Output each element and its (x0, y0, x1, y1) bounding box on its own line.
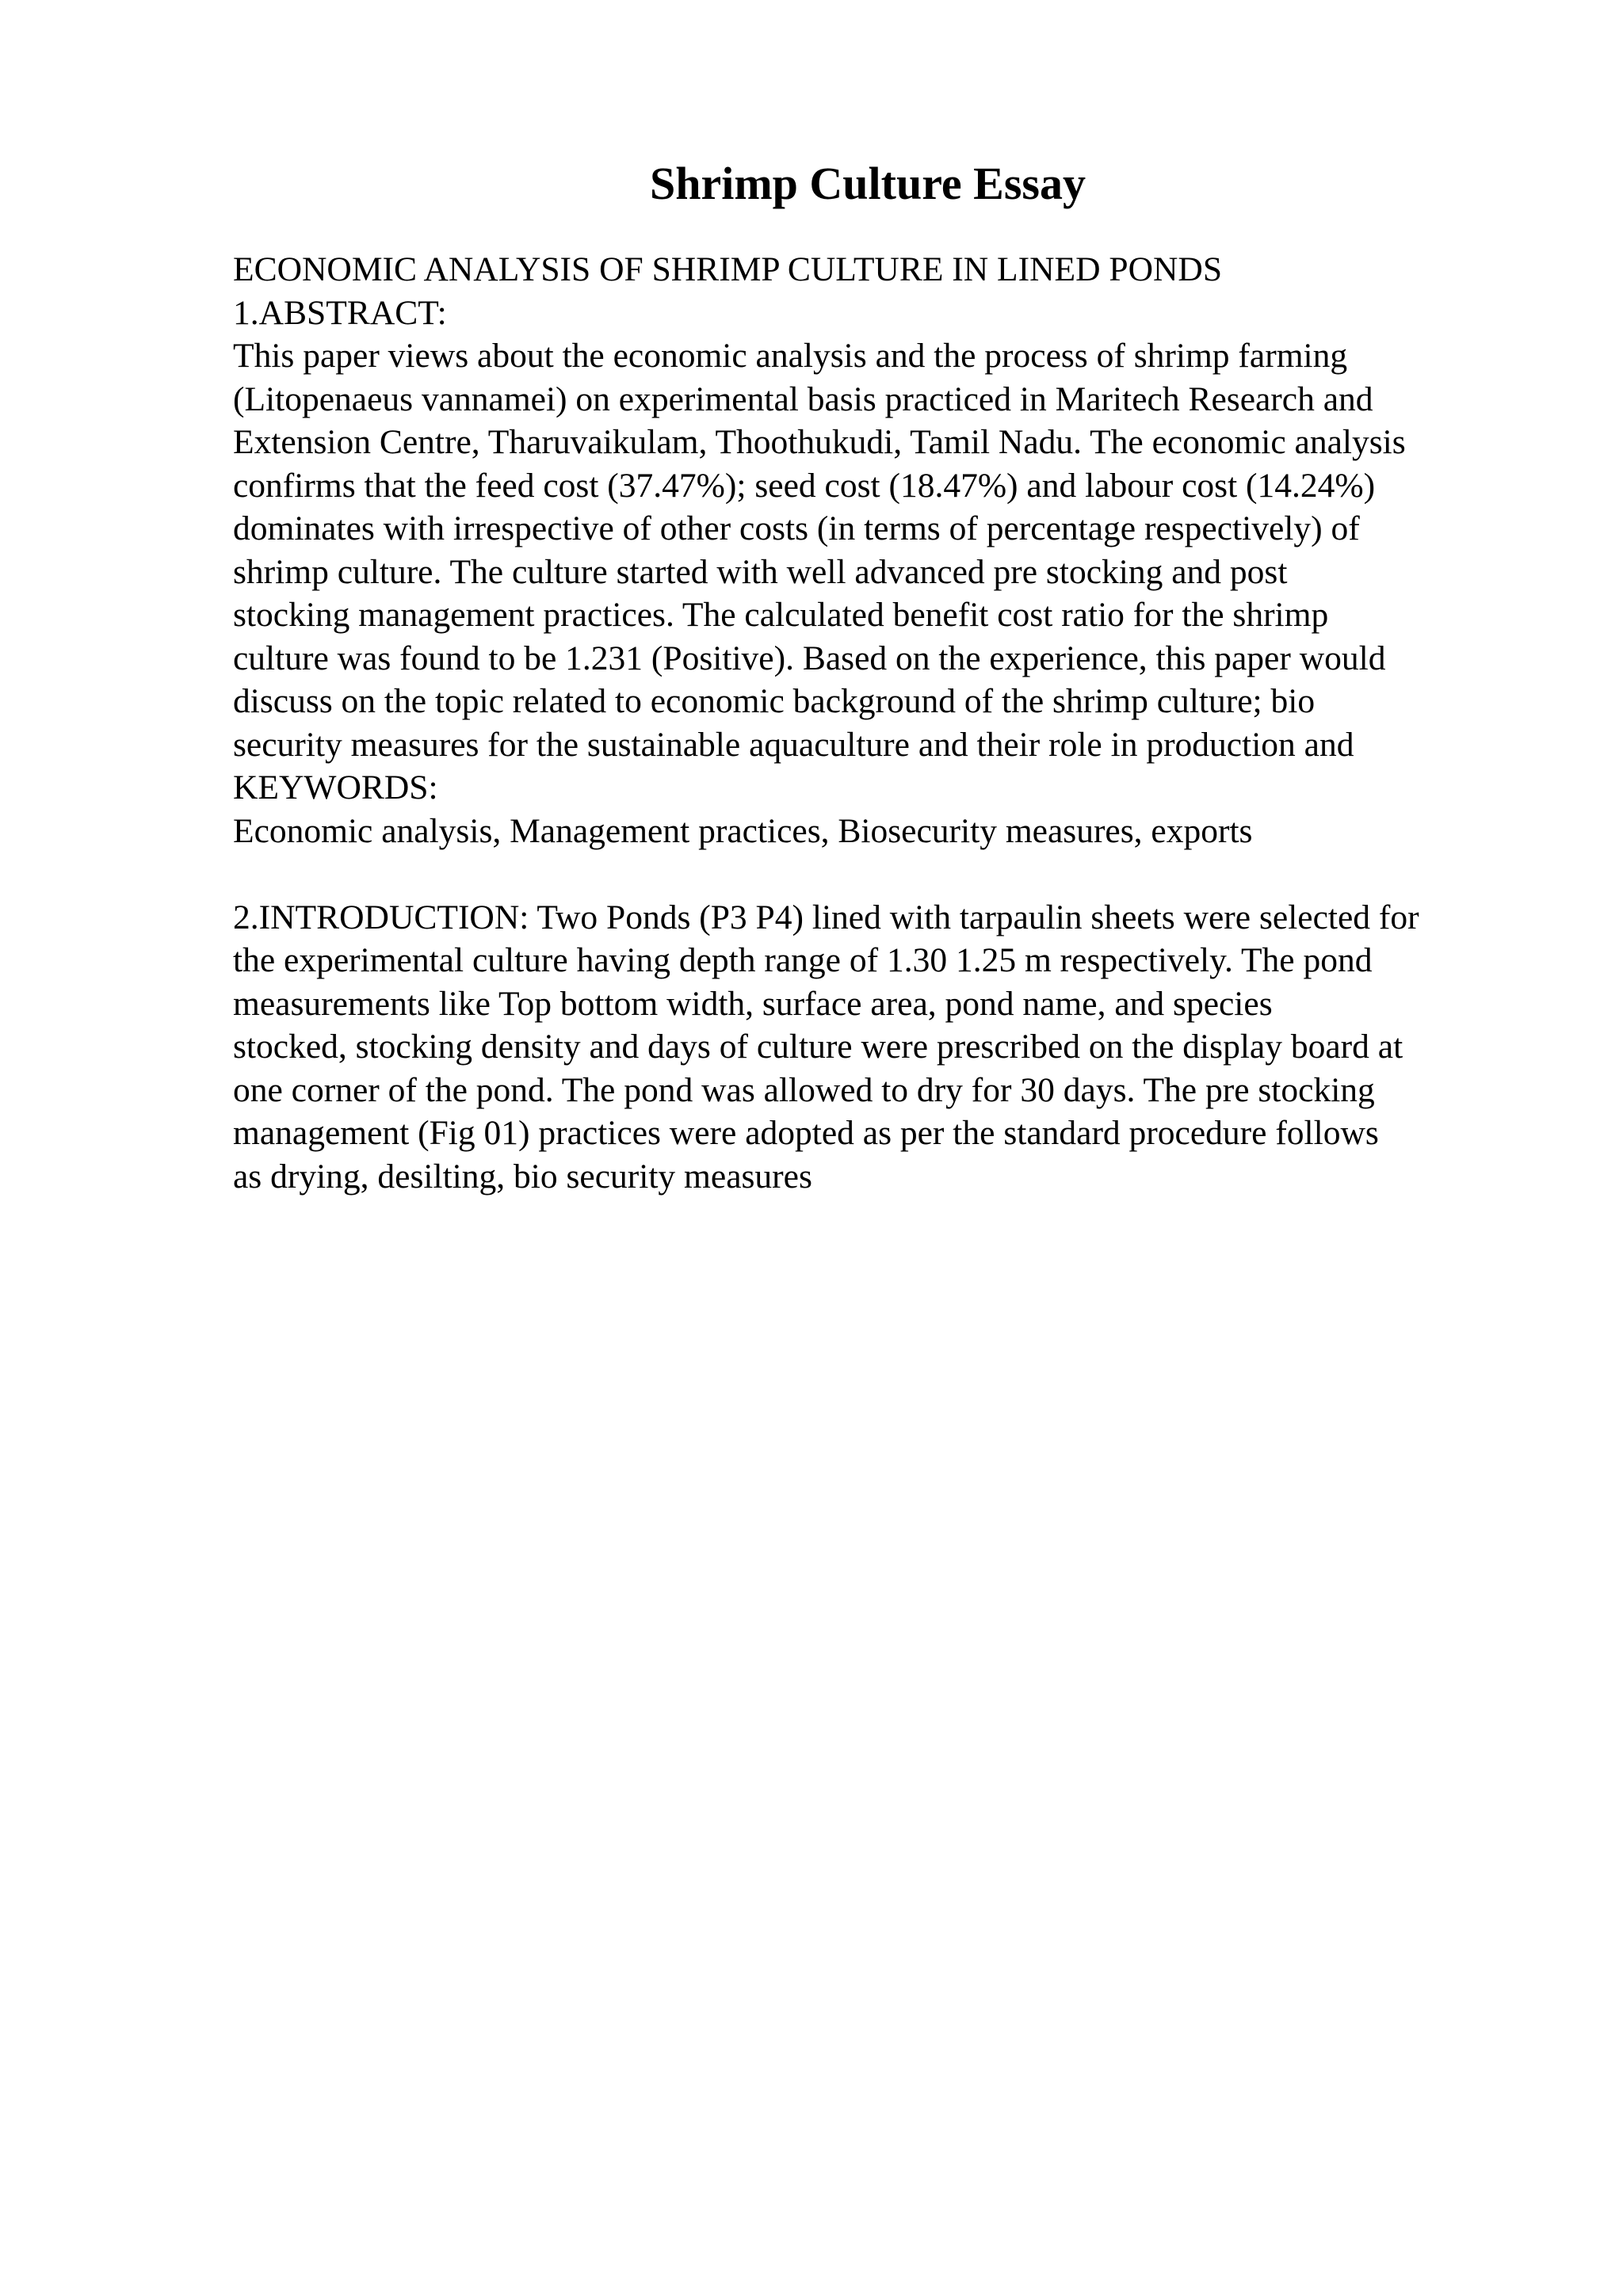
abstract-line: discuss on the topic related to economic background of the shrimp culture; bio (233, 682, 1316, 720)
page-title: Shrimp Culture Essay (649, 158, 1086, 209)
keywords-label: KEYWORDS: (233, 769, 438, 807)
keywords-text: Economic analysis, Management practices, Biosecurity measures, exports (233, 811, 1253, 850)
document-body (233, 248, 1564, 1198)
introduction-line: one corner of the pond. The pond was allowed to dry for 30 days. The pre stocking (233, 1070, 1375, 1109)
abstract-line: security measures for the sustainable aquaculture and their role in production and (233, 725, 1354, 764)
paragraph-spacer (233, 852, 1564, 896)
introduction-paragraph (233, 896, 1564, 1199)
introduction-line: stocked, stocking density and days of culture were prescribed on the display board at (233, 1028, 1403, 1066)
abstract-line: dominates with irrespective of other costs (in terms of percentage respectively) of (233, 509, 1360, 547)
abstract-line: culture was found to be 1.231 (Positive). Based on the experience, this paper would (233, 639, 1386, 677)
abstract-line: This paper views about the economic analysis and the process of shrimp farming (233, 337, 1348, 375)
abstract-label: 1.ABSTRACT: (233, 293, 447, 332)
section-heading: ECONOMIC ANALYSIS OF SHRIMP CULTURE IN LINED PONDS (233, 250, 1223, 288)
abstract-line: shrimp culture. The culture started with well advanced pre stocking and post (233, 552, 1288, 591)
introduction-line: 2.INTRODUCTION: Two Ponds (P3 P4) lined with tarpaulin sheets were selected for (233, 898, 1419, 936)
introduction-line: measurements like Top bottom width, surface area, pond name, and species (233, 984, 1273, 1023)
abstract-line: Extension Centre, Tharuvaikulam, Thoothukudi, Tamil Nadu. The economic analysis (233, 423, 1406, 461)
introduction-line: management (Fig 01) practices were adopted as per the standard procedure follows (233, 1114, 1379, 1152)
abstract-line: stocking management practices. The calculated benefit cost ratio for the shrimp (233, 596, 1329, 634)
abstract-paragraph (233, 334, 1564, 766)
introduction-line: the experimental culture having depth range of 1.30 1.25 m respectively. The pond (233, 941, 1373, 979)
abstract-line: confirms that the feed cost (37.47%); seed cost (18.47%) and labour cost (14.24%) (233, 466, 1376, 505)
abstract-line: (Litopenaeus vannamei) on experimental basis practiced in Maritech Research and (233, 379, 1373, 418)
introduction-line: as drying, desilting, bio security measures (233, 1157, 812, 1196)
